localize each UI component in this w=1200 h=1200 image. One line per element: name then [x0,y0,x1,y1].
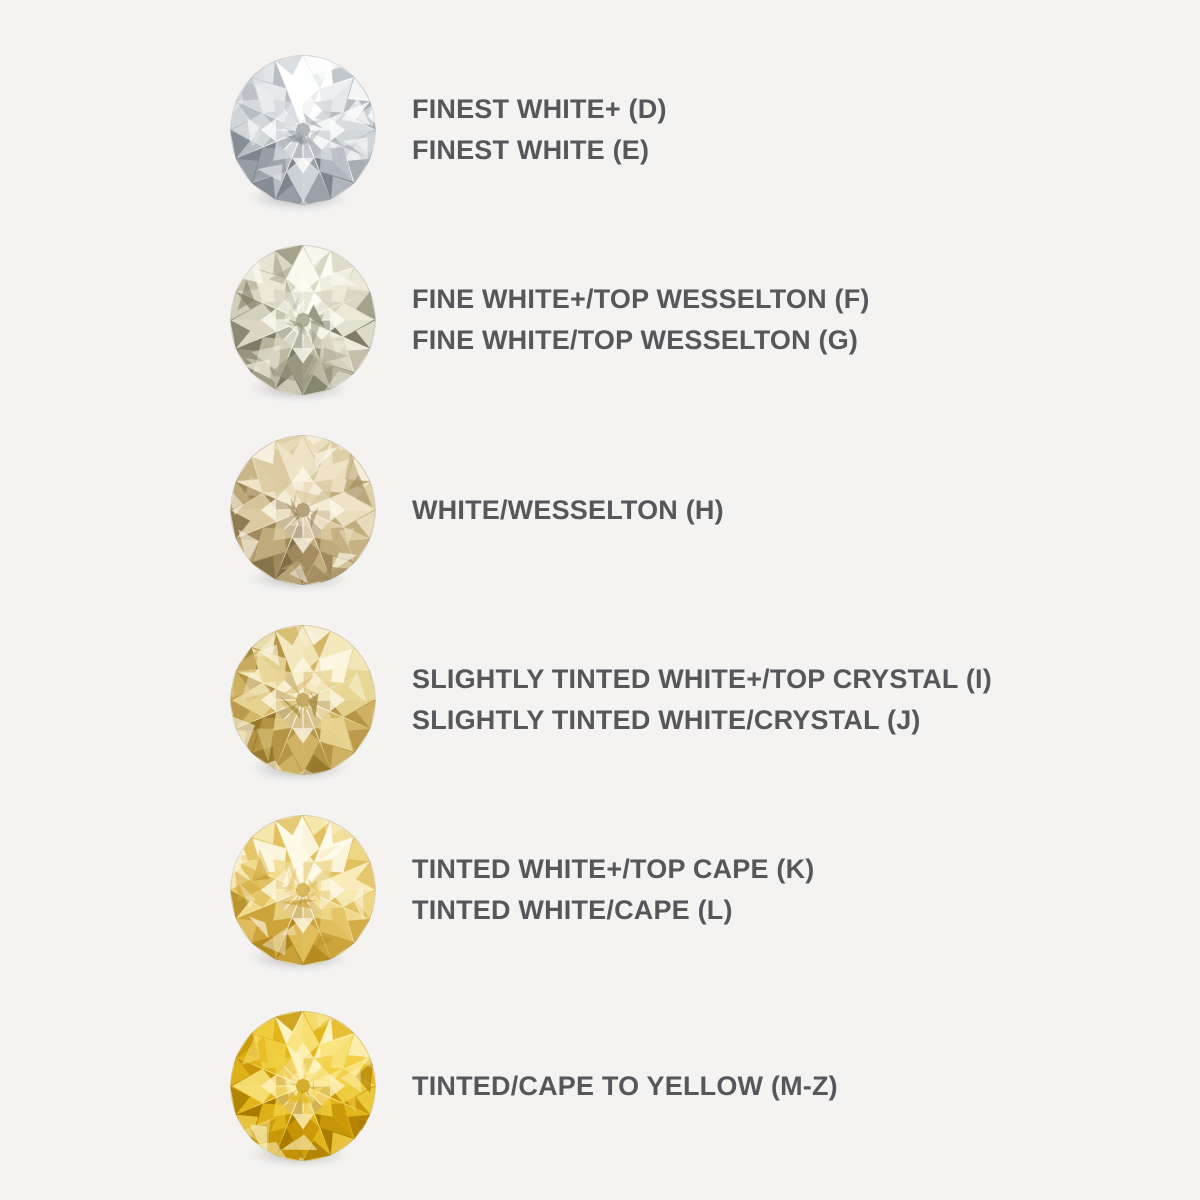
grade-row-fine-white-top-wesselton [0,225,1200,415]
diamond-image-white-wesselton [228,431,378,589]
diamond-icon [228,241,378,399]
grade-label-line: FINE WHITE+/TOP WESSELTON (F) [412,284,870,314]
grade-row-white-wesselton [0,415,1200,605]
grade-row-tinted-white-cape [0,795,1200,985]
grade-label-line: SLIGHTLY TINTED WHITE+/TOP CRYSTAL (I) [412,664,992,694]
grade-label-line: TINTED WHITE/CAPE (L) [412,895,733,925]
grade-label-line: FINEST WHITE (E) [412,135,650,165]
grade-row-finest-white [0,35,1200,225]
grade-label-line: WHITE/WESSELTON (H) [412,494,724,525]
grade-label [412,1066,838,1107]
grade-label-line: FINE WHITE/TOP WESSELTON (G) [412,325,859,355]
diamond-icon [228,1007,378,1165]
grade-row-slightly-tinted-white-crystal [0,605,1200,795]
diamond-icon [228,431,378,589]
grade-label [412,279,870,361]
diamond-image-fine-white-top-wesselton [228,241,378,399]
diamond-image-slightly-tinted-white-crystal [228,621,378,779]
grade-label-line: SLIGHTLY TINTED WHITE/CRYSTAL (J) [412,705,921,735]
grade-label [412,89,667,171]
diamond-icon [228,51,378,209]
grade-label [412,490,724,531]
grade-list [0,35,1200,1181]
grade-label [412,849,814,931]
grade-label [412,659,992,741]
grade-label-line: TINTED WHITE+/TOP CAPE (K) [412,854,815,884]
grade-row-tinted-cape-to-yellow [0,991,1200,1181]
grade-label-line: TINTED/CAPE TO YELLOW (M-Z) [412,1070,838,1101]
diamond-image-tinted-cape-to-yellow [228,1007,378,1165]
diamond-icon [228,621,378,779]
diamond-image-tinted-white-cape [228,811,378,969]
diamond-image-finest-white [228,51,378,209]
grade-label-line: FINEST WHITE+ (D) [412,94,667,124]
diamond-icon [228,811,378,969]
